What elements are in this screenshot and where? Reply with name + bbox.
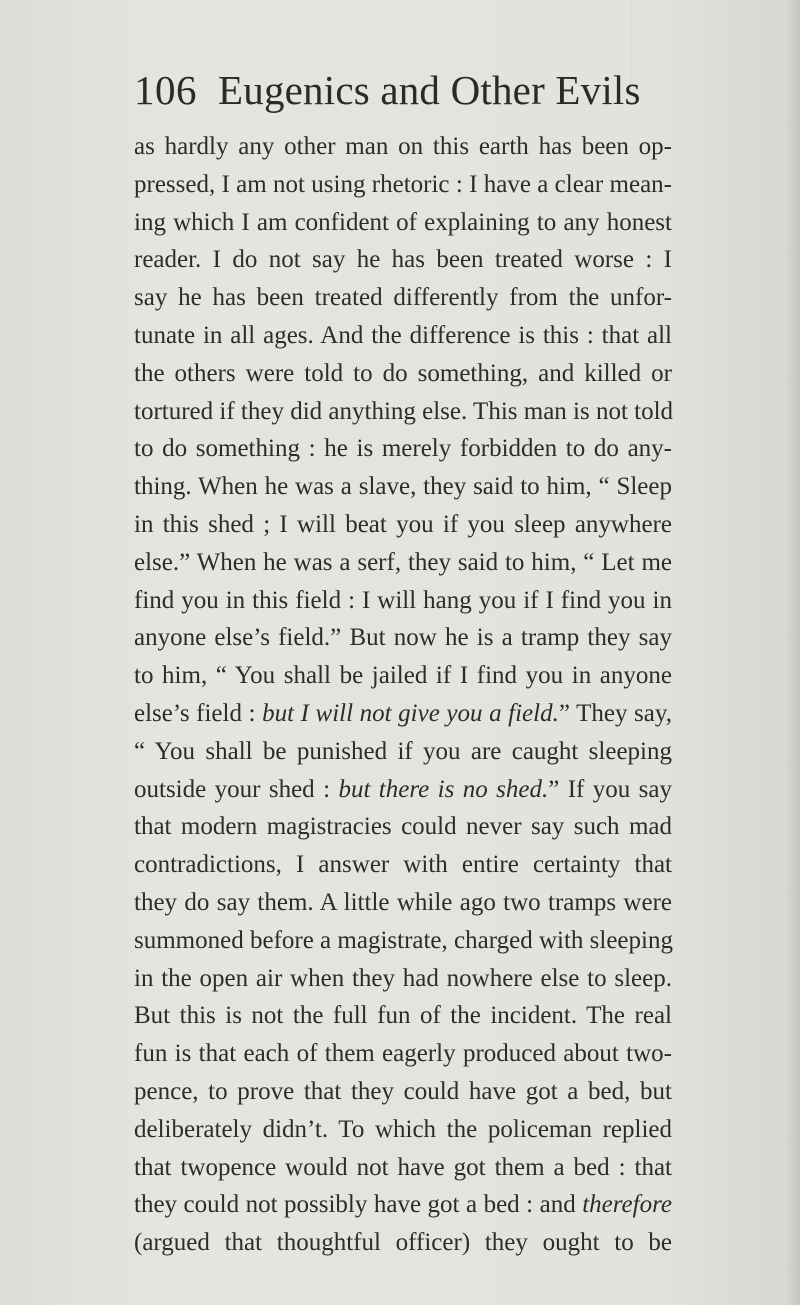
text-line [134, 997, 672, 1035]
text-line [134, 846, 672, 884]
text-run: say he has been treated differently from the unfor- [134, 284, 672, 312]
text-line [134, 241, 672, 279]
text-run: ” If you say [548, 775, 672, 803]
running-header [134, 62, 674, 118]
text-run: they could not possibly have got a bed : and [134, 1191, 583, 1219]
body-text [134, 128, 672, 1262]
text-run: ing which I am confident of explaining to any honest [134, 208, 672, 236]
text-run: tortured if they did anything else. This man is not told [134, 397, 674, 425]
running-title: Eugenics and Other Evils [218, 67, 641, 113]
text-line [134, 166, 672, 204]
text-line [134, 317, 672, 355]
text-run: pence, to prove that they could have got a bed, but [134, 1077, 672, 1105]
text-run: they do say them. A little while ago two tramps were [134, 888, 672, 916]
text-line [134, 393, 672, 431]
text-run: But this is not the full fun of the incident. The real [134, 1002, 672, 1030]
text-run: tunate in all ages. And the difference is this : that all [134, 321, 672, 349]
italic-text: but there is no shed. [338, 775, 549, 803]
text-run: else.” When he was a serf, they said to him, “ Let me [134, 548, 672, 576]
text-line [134, 468, 672, 506]
text-run: else’s field : [134, 699, 263, 727]
text-line [134, 1149, 672, 1187]
text-line [134, 1186, 672, 1224]
text-run: outside your shed : [134, 775, 339, 803]
text-run: fun is that each of them eagerly produced about two- [134, 1040, 672, 1068]
text-line [134, 657, 672, 695]
page-edge-shadow [786, 0, 800, 1305]
text-run: “ You shall be punished if you are caught sleeping [134, 737, 672, 765]
text-run: that modern magistracies could never say such mad [134, 813, 672, 841]
text-line [134, 430, 672, 468]
text-line [134, 808, 672, 846]
text-line [134, 771, 672, 809]
text-line [134, 960, 672, 998]
text-line [134, 506, 672, 544]
text-line [134, 1111, 672, 1149]
text-line [134, 582, 672, 620]
text-run: find you in this field : I will hang you if I find you in [134, 586, 672, 614]
text-run: to do something : he is merely forbidden to do any- [134, 435, 672, 463]
text-line [134, 1073, 672, 1111]
text-run: reader. I do not say he has been treated worse : I [134, 246, 672, 274]
text-run: ” They say, [558, 699, 672, 727]
text-line [134, 695, 672, 733]
text-line [134, 355, 672, 393]
text-run: in the open air when they had nowhere else to sleep. [134, 964, 672, 992]
text-line [134, 544, 672, 582]
text-run: pressed, I am not using rhetoric : I have a clear mean- [134, 170, 672, 198]
text-line [134, 128, 672, 166]
page-number: 106 [134, 67, 197, 113]
text-run: that twopence would not have got them a bed : that [134, 1153, 672, 1181]
text-line [134, 204, 672, 242]
text-line [134, 922, 672, 960]
text-run: thing. When he was a slave, they said to him, “ Sleep [134, 473, 672, 501]
italic-text: therefore [582, 1191, 672, 1219]
text-run: the others were told to do something, and killed or [134, 359, 672, 387]
text-run: contradictions, I answer with entire certainty that [134, 851, 672, 879]
text-run: anyone else’s field.” But now he is a tramp they say [134, 624, 672, 652]
text-run: in this shed ; I will beat you if you sleep anywhere [134, 510, 672, 538]
text-line [134, 1035, 672, 1073]
text-run: (argued that thoughtful officer) they ought to be [134, 1229, 672, 1257]
text-run: as hardly any other man on this earth has been op- [134, 133, 672, 160]
text-run: to him, “ You shall be jailed if I find you in anyone [134, 662, 672, 690]
text-line [134, 619, 672, 657]
text-line [134, 884, 672, 922]
text-run: summoned before a magistrate, charged with sleeping [134, 926, 673, 954]
italic-text: but I will not give you a field. [262, 699, 559, 727]
text-line [134, 279, 672, 317]
text-line [134, 733, 672, 771]
text-line [134, 1224, 672, 1262]
text-run: deliberately didn’t. To which the policeman replied [134, 1115, 672, 1143]
